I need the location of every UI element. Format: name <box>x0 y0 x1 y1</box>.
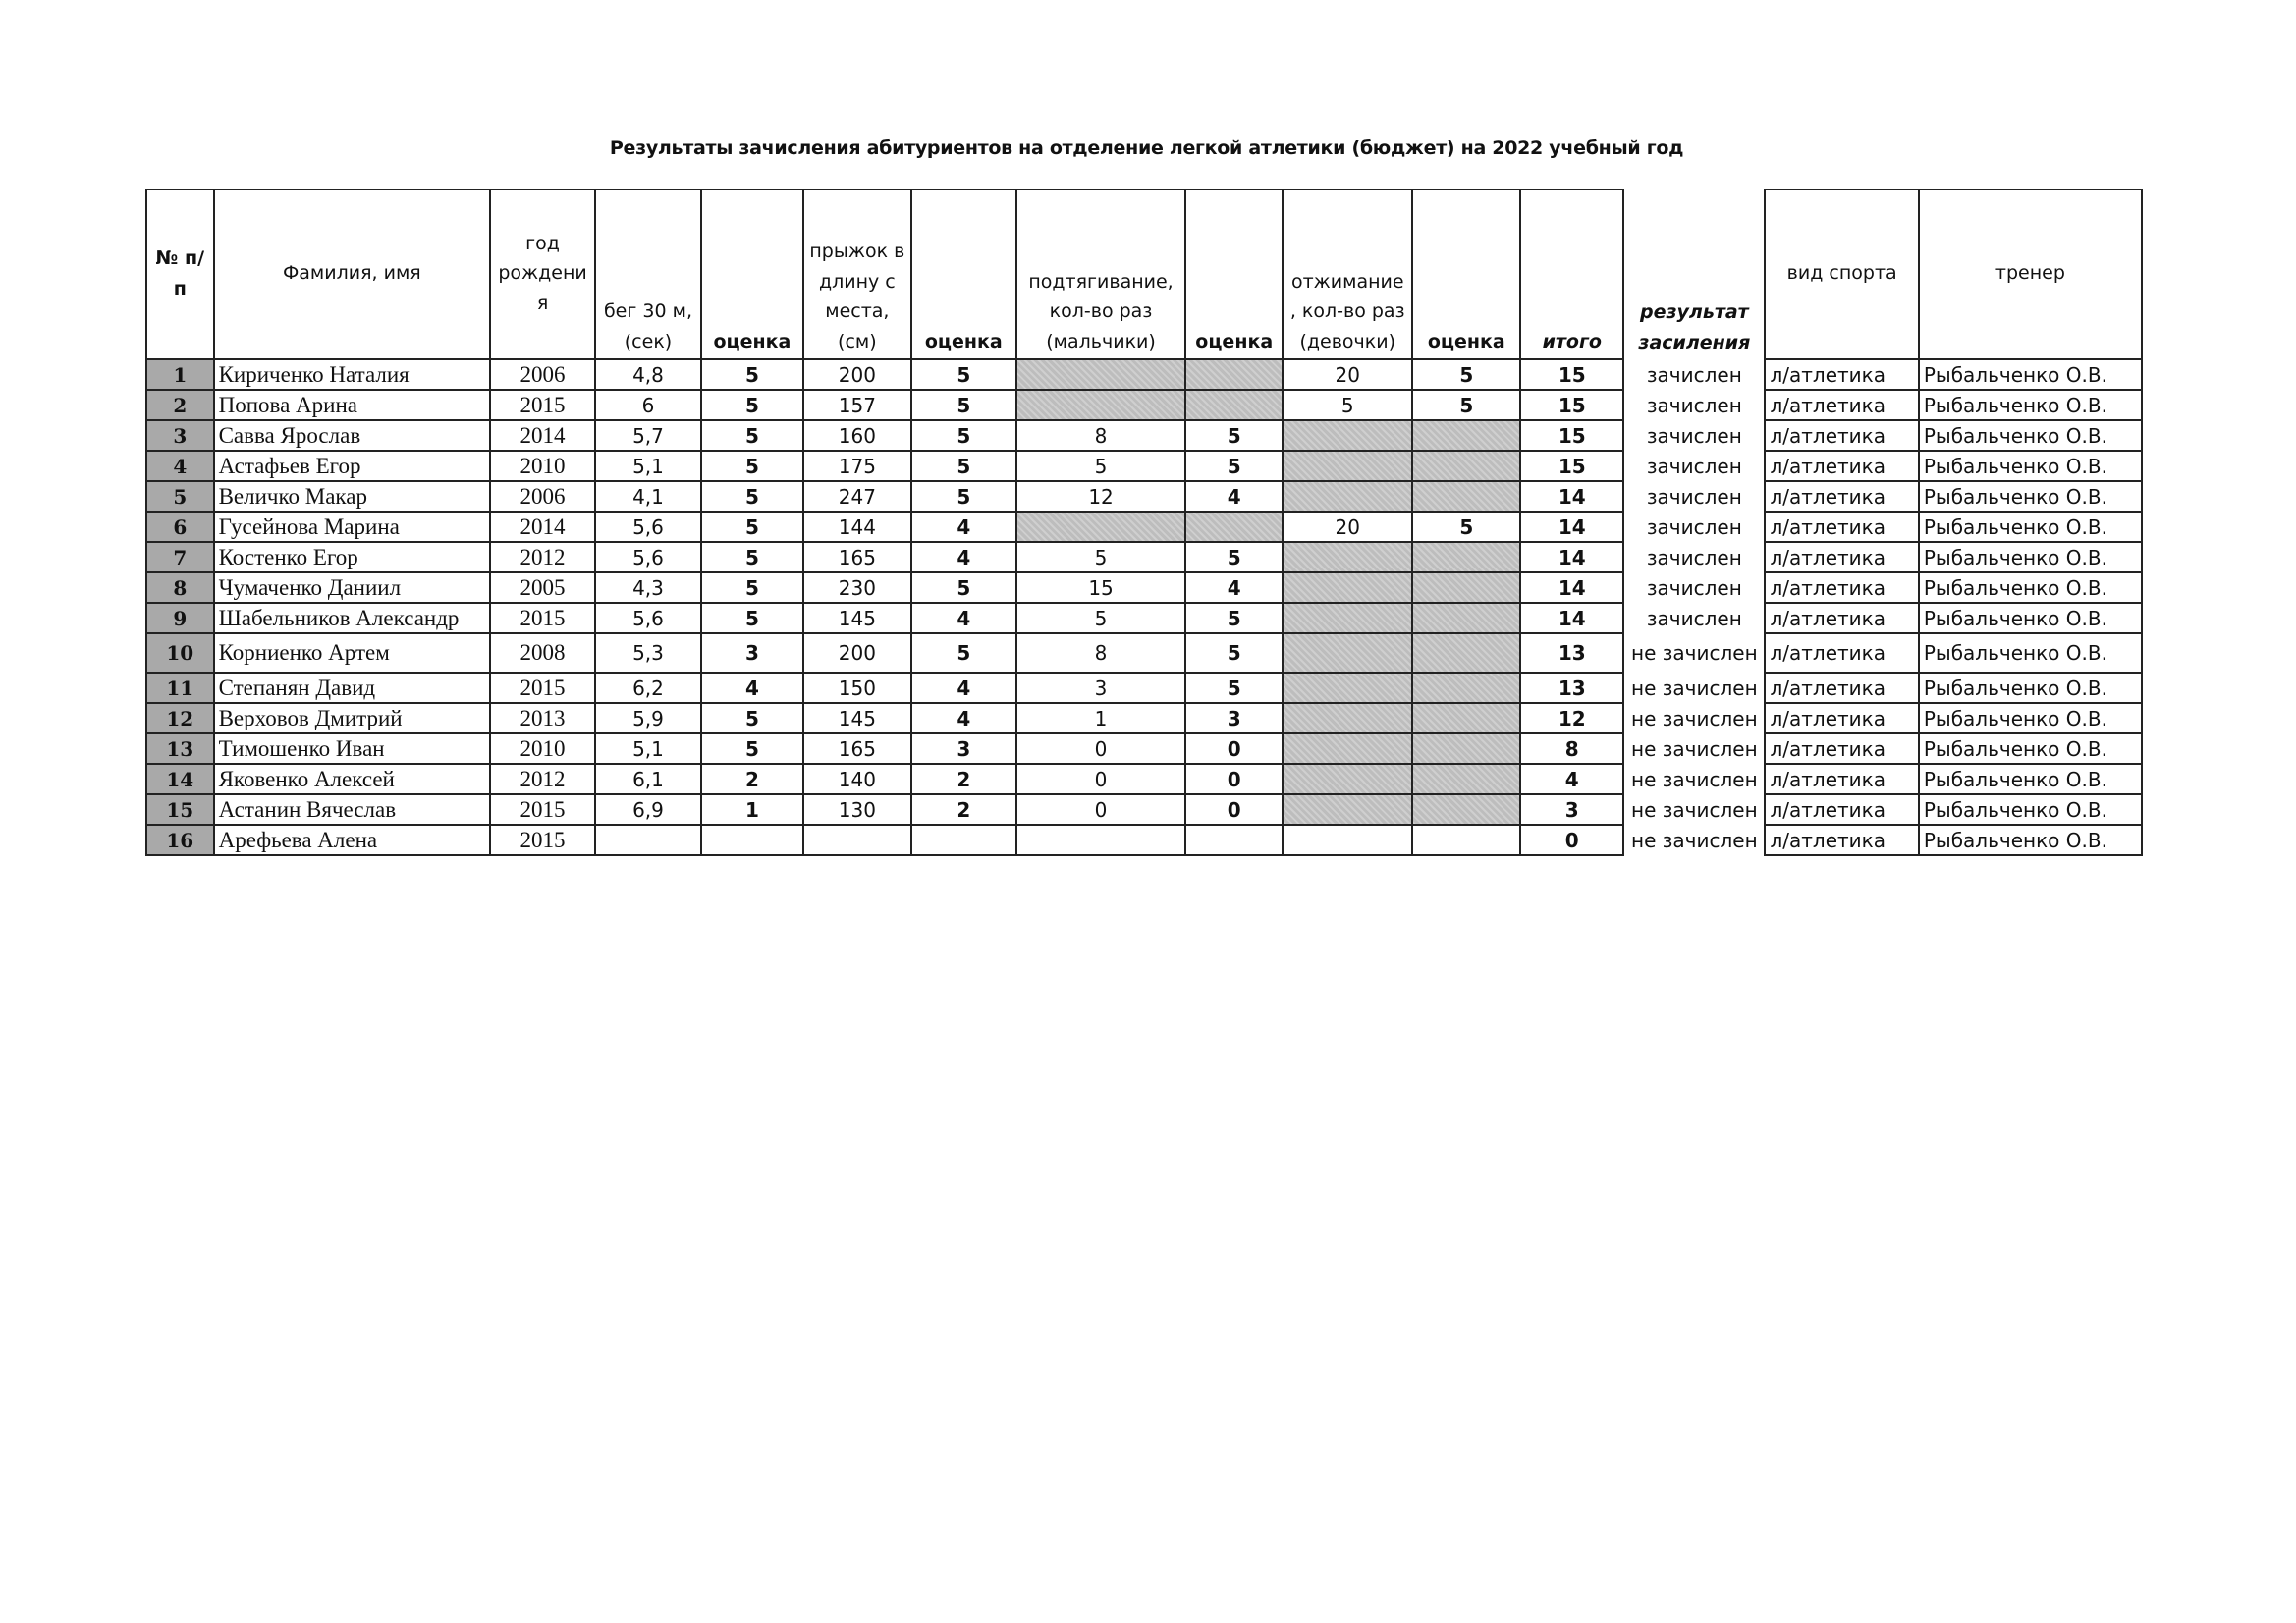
cell-jump: 140 <box>803 764 911 794</box>
cell-run: 6,1 <box>595 764 701 794</box>
cell-run: 5,6 <box>595 542 701 572</box>
table-row <box>146 733 2142 764</box>
cell-pullups: 15 <box>1016 572 1186 603</box>
cell-name: Тимошенко Иван <box>214 733 490 764</box>
cell-total: 14 <box>1520 572 1623 603</box>
header-name: Фамилия, имя <box>214 189 490 359</box>
cell-pushups <box>1283 733 1412 764</box>
cell-sport: л/атлетика <box>1765 451 1918 481</box>
cell-run <box>595 825 701 855</box>
cell-pullups <box>1016 359 1186 390</box>
cell-result: не зачислен <box>1623 733 1765 764</box>
cell-sport: л/атлетика <box>1765 481 1918 512</box>
table-row <box>146 603 2142 633</box>
cell-year: 2010 <box>490 451 595 481</box>
cell-year: 2015 <box>490 673 595 703</box>
cell-result: зачислен <box>1623 390 1765 420</box>
cell-jump-grade: 4 <box>911 603 1016 633</box>
cell-num: 9 <box>146 603 214 633</box>
cell-pushups: 20 <box>1283 359 1412 390</box>
cell-result: не зачислен <box>1623 764 1765 794</box>
cell-run: 5,6 <box>595 603 701 633</box>
cell-jump: 144 <box>803 512 911 542</box>
cell-run: 5,6 <box>595 512 701 542</box>
cell-jump: 200 <box>803 359 911 390</box>
cell-run-grade: 2 <box>701 764 803 794</box>
cell-pullups: 5 <box>1016 603 1186 633</box>
cell-year: 2006 <box>490 359 595 390</box>
cell-sport: л/атлетика <box>1765 703 1918 733</box>
cell-pullups-grade <box>1185 512 1283 542</box>
cell-total: 13 <box>1520 633 1623 673</box>
cell-sport: л/атлетика <box>1765 359 1918 390</box>
cell-pushups: 5 <box>1283 390 1412 420</box>
table-row <box>146 390 2142 420</box>
cell-num: 7 <box>146 542 214 572</box>
cell-jump-grade: 5 <box>911 572 1016 603</box>
cell-jump-grade <box>911 825 1016 855</box>
cell-coach: Рыбальченко О.В. <box>1919 572 2142 603</box>
cell-run-grade: 5 <box>701 572 803 603</box>
cell-coach: Рыбальченко О.В. <box>1919 825 2142 855</box>
cell-pushups-grade <box>1412 542 1520 572</box>
cell-num: 8 <box>146 572 214 603</box>
cell-year: 2015 <box>490 603 595 633</box>
cell-pullups: 0 <box>1016 733 1186 764</box>
cell-jump-grade: 3 <box>911 733 1016 764</box>
cell-coach: Рыбальченко О.В. <box>1919 451 2142 481</box>
cell-coach: Рыбальченко О.В. <box>1919 733 2142 764</box>
cell-sport: л/атлетика <box>1765 542 1918 572</box>
header-year: год рождени я <box>490 189 595 359</box>
cell-name: Костенко Егор <box>214 542 490 572</box>
cell-pullups-grade: 0 <box>1185 764 1283 794</box>
cell-num: 2 <box>146 390 214 420</box>
cell-pushups-grade <box>1412 572 1520 603</box>
cell-year: 2006 <box>490 481 595 512</box>
cell-pullups-grade: 5 <box>1185 603 1283 633</box>
cell-total: 12 <box>1520 703 1623 733</box>
cell-num: 6 <box>146 512 214 542</box>
cell-sport: л/атлетика <box>1765 512 1918 542</box>
cell-sport: л/атлетика <box>1765 633 1918 673</box>
cell-result: зачислен <box>1623 420 1765 451</box>
cell-year: 2005 <box>490 572 595 603</box>
header-pushups: отжимание , кол-во раз (девочки) <box>1283 189 1412 359</box>
cell-run-grade: 5 <box>701 451 803 481</box>
cell-total: 0 <box>1520 825 1623 855</box>
cell-pullups <box>1016 825 1186 855</box>
cell-name: Савва Ярослав <box>214 420 490 451</box>
cell-coach: Рыбальченко О.В. <box>1919 359 2142 390</box>
cell-year: 2015 <box>490 825 595 855</box>
cell-pullups-grade: 5 <box>1185 451 1283 481</box>
cell-pullups: 5 <box>1016 451 1186 481</box>
cell-jump: 157 <box>803 390 911 420</box>
cell-sport: л/атлетика <box>1765 603 1918 633</box>
cell-result: зачислен <box>1623 451 1765 481</box>
cell-run-grade: 4 <box>701 673 803 703</box>
cell-total: 15 <box>1520 420 1623 451</box>
cell-total: 13 <box>1520 673 1623 703</box>
cell-run: 5,7 <box>595 420 701 451</box>
cell-run-grade: 5 <box>701 512 803 542</box>
cell-year: 2013 <box>490 703 595 733</box>
cell-run-grade: 5 <box>701 390 803 420</box>
cell-pushups-grade <box>1412 825 1520 855</box>
cell-pushups-grade <box>1412 703 1520 733</box>
cell-num: 13 <box>146 733 214 764</box>
cell-jump-grade: 4 <box>911 542 1016 572</box>
table-row <box>146 673 2142 703</box>
header-jump: прыжок в длину с места, (см) <box>803 189 911 359</box>
cell-name: Величко Макар <box>214 481 490 512</box>
cell-num: 1 <box>146 359 214 390</box>
table-row <box>146 764 2142 794</box>
cell-coach: Рыбальченко О.В. <box>1919 794 2142 825</box>
cell-run-grade <box>701 825 803 855</box>
cell-sport: л/атлетика <box>1765 390 1918 420</box>
cell-total: 15 <box>1520 451 1623 481</box>
cell-name: Чумаченко Даниил <box>214 572 490 603</box>
table-row <box>146 825 2142 855</box>
cell-run: 4,8 <box>595 359 701 390</box>
table-row <box>146 451 2142 481</box>
table-row <box>146 512 2142 542</box>
cell-coach: Рыбальченко О.В. <box>1919 703 2142 733</box>
cell-year: 2015 <box>490 794 595 825</box>
cell-name: Верховов Дмитрий <box>214 703 490 733</box>
header-coach: тренер <box>1919 189 2142 359</box>
cell-num: 5 <box>146 481 214 512</box>
cell-coach: Рыбальченко О.В. <box>1919 542 2142 572</box>
cell-pullups-grade: 5 <box>1185 633 1283 673</box>
cell-jump: 150 <box>803 673 911 703</box>
cell-pullups-grade <box>1185 390 1283 420</box>
cell-pullups: 5 <box>1016 542 1186 572</box>
header-sport: вид спорта <box>1765 189 1918 359</box>
cell-sport: л/атлетика <box>1765 794 1918 825</box>
cell-jump: 175 <box>803 451 911 481</box>
cell-num: 15 <box>146 794 214 825</box>
cell-run-grade: 5 <box>701 420 803 451</box>
cell-pullups: 0 <box>1016 764 1186 794</box>
cell-name: Корниенко Артем <box>214 633 490 673</box>
cell-pullups-grade <box>1185 359 1283 390</box>
table-row <box>146 420 2142 451</box>
cell-pushups <box>1283 420 1412 451</box>
cell-total: 4 <box>1520 764 1623 794</box>
cell-coach: Рыбальченко О.В. <box>1919 603 2142 633</box>
cell-pushups-grade <box>1412 633 1520 673</box>
cell-coach: Рыбальченко О.В. <box>1919 673 2142 703</box>
cell-pushups-grade <box>1412 673 1520 703</box>
header-jump-grade: оценка <box>911 189 1016 359</box>
cell-run-grade: 3 <box>701 633 803 673</box>
cell-coach: Рыбальченко О.В. <box>1919 633 2142 673</box>
cell-jump: 230 <box>803 572 911 603</box>
cell-run: 6,2 <box>595 673 701 703</box>
cell-jump: 145 <box>803 603 911 633</box>
cell-pushups <box>1283 542 1412 572</box>
cell-sport: л/атлетика <box>1765 733 1918 764</box>
cell-jump: 145 <box>803 703 911 733</box>
cell-run: 5,9 <box>595 703 701 733</box>
cell-pushups-grade <box>1412 451 1520 481</box>
cell-coach: Рыбальченко О.В. <box>1919 390 2142 420</box>
cell-pushups-grade: 5 <box>1412 512 1520 542</box>
cell-pullups-grade: 3 <box>1185 703 1283 733</box>
cell-pushups-grade: 5 <box>1412 390 1520 420</box>
cell-run: 4,1 <box>595 481 701 512</box>
cell-run: 4,3 <box>595 572 701 603</box>
cell-result: не зачислен <box>1623 825 1765 855</box>
cell-result: зачислен <box>1623 512 1765 542</box>
header-total: итого <box>1520 189 1623 359</box>
cell-num: 14 <box>146 764 214 794</box>
cell-run-grade: 1 <box>701 794 803 825</box>
header-pullups-grade: оценка <box>1185 189 1283 359</box>
cell-run: 6,9 <box>595 794 701 825</box>
cell-coach: Рыбальченко О.В. <box>1919 512 2142 542</box>
cell-pushups-grade <box>1412 420 1520 451</box>
header-pullups: подтягивание, кол-во раз (мальчики) <box>1016 189 1186 359</box>
cell-result: не зачислен <box>1623 673 1765 703</box>
results-table <box>145 189 2143 856</box>
cell-year: 2010 <box>490 733 595 764</box>
cell-pushups <box>1283 703 1412 733</box>
cell-run-grade: 5 <box>701 733 803 764</box>
cell-run-grade: 5 <box>701 359 803 390</box>
cell-pushups-grade <box>1412 603 1520 633</box>
cell-jump: 160 <box>803 420 911 451</box>
cell-sport: л/атлетика <box>1765 572 1918 603</box>
cell-sport: л/атлетика <box>1765 420 1918 451</box>
cell-total: 3 <box>1520 794 1623 825</box>
cell-jump-grade: 2 <box>911 764 1016 794</box>
cell-total: 14 <box>1520 481 1623 512</box>
cell-name: Яковенко Алексей <box>214 764 490 794</box>
cell-sport: л/атлетика <box>1765 764 1918 794</box>
cell-pullups-grade: 5 <box>1185 673 1283 703</box>
cell-pushups <box>1283 572 1412 603</box>
table-row <box>146 633 2142 673</box>
cell-coach: Рыбальченко О.В. <box>1919 420 2142 451</box>
cell-jump-grade: 5 <box>911 451 1016 481</box>
cell-pushups <box>1283 673 1412 703</box>
cell-jump <box>803 825 911 855</box>
cell-name: Астанин Вячеслав <box>214 794 490 825</box>
cell-num: 3 <box>146 420 214 451</box>
cell-pullups: 8 <box>1016 633 1186 673</box>
cell-run-grade: 5 <box>701 603 803 633</box>
cell-num: 4 <box>146 451 214 481</box>
cell-run: 5,3 <box>595 633 701 673</box>
cell-pushups <box>1283 764 1412 794</box>
cell-jump-grade: 5 <box>911 390 1016 420</box>
table-row <box>146 481 2142 512</box>
cell-total: 8 <box>1520 733 1623 764</box>
cell-pushups <box>1283 451 1412 481</box>
cell-coach: Рыбальченко О.В. <box>1919 481 2142 512</box>
cell-pullups: 1 <box>1016 703 1186 733</box>
cell-total: 14 <box>1520 512 1623 542</box>
cell-pushups-grade <box>1412 481 1520 512</box>
cell-result: не зачислен <box>1623 794 1765 825</box>
cell-coach: Рыбальченко О.В. <box>1919 764 2142 794</box>
cell-pushups-grade <box>1412 764 1520 794</box>
cell-pullups-grade: 0 <box>1185 794 1283 825</box>
table-row <box>146 359 2142 390</box>
cell-sport: л/атлетика <box>1765 825 1918 855</box>
cell-result: зачислен <box>1623 572 1765 603</box>
cell-run: 6 <box>595 390 701 420</box>
cell-name: Степанян Давид <box>214 673 490 703</box>
cell-jump: 165 <box>803 542 911 572</box>
cell-pushups <box>1283 481 1412 512</box>
cell-result: зачислен <box>1623 481 1765 512</box>
cell-year: 2015 <box>490 390 595 420</box>
cell-pushups <box>1283 603 1412 633</box>
header-run: бег 30 м, (сек) <box>595 189 701 359</box>
cell-run: 5,1 <box>595 733 701 764</box>
cell-pullups-grade: 4 <box>1185 481 1283 512</box>
cell-name: Гусейнова Марина <box>214 512 490 542</box>
header-pushups-grade: оценка <box>1412 189 1520 359</box>
cell-pullups-grade: 5 <box>1185 542 1283 572</box>
cell-result: не зачислен <box>1623 633 1765 673</box>
cell-pullups-grade: 4 <box>1185 572 1283 603</box>
cell-result: не зачислен <box>1623 703 1765 733</box>
cell-jump: 130 <box>803 794 911 825</box>
cell-run-grade: 5 <box>701 481 803 512</box>
cell-num: 16 <box>146 825 214 855</box>
cell-run-grade: 5 <box>701 703 803 733</box>
cell-jump-grade: 4 <box>911 673 1016 703</box>
cell-result: зачислен <box>1623 359 1765 390</box>
cell-year: 2014 <box>490 420 595 451</box>
cell-total: 14 <box>1520 603 1623 633</box>
cell-num: 11 <box>146 673 214 703</box>
cell-name: Арефьева Алена <box>214 825 490 855</box>
cell-total: 15 <box>1520 359 1623 390</box>
cell-pullups: 8 <box>1016 420 1186 451</box>
cell-jump-grade: 5 <box>911 481 1016 512</box>
cell-total: 15 <box>1520 390 1623 420</box>
cell-year: 2014 <box>490 512 595 542</box>
cell-jump-grade: 4 <box>911 703 1016 733</box>
header-run-grade: оценка <box>701 189 803 359</box>
cell-jump: 247 <box>803 481 911 512</box>
cell-pullups: 3 <box>1016 673 1186 703</box>
cell-jump-grade: 2 <box>911 794 1016 825</box>
cell-jump: 200 <box>803 633 911 673</box>
cell-pushups <box>1283 825 1412 855</box>
results-body <box>146 359 2142 855</box>
cell-pullups-grade <box>1185 825 1283 855</box>
cell-pullups <box>1016 512 1186 542</box>
cell-year: 2008 <box>490 633 595 673</box>
cell-pushups-grade <box>1412 733 1520 764</box>
cell-name: Шабельников Александр <box>214 603 490 633</box>
header-row <box>146 189 2142 359</box>
cell-pushups <box>1283 633 1412 673</box>
cell-name: Кириченко Наталия <box>214 359 490 390</box>
cell-jump-grade: 4 <box>911 512 1016 542</box>
table-row <box>146 572 2142 603</box>
cell-pushups <box>1283 794 1412 825</box>
cell-jump-grade: 5 <box>911 359 1016 390</box>
cell-run-grade: 5 <box>701 542 803 572</box>
cell-year: 2012 <box>490 542 595 572</box>
cell-pullups-grade: 5 <box>1185 420 1283 451</box>
cell-num: 10 <box>146 633 214 673</box>
table-row <box>146 794 2142 825</box>
table-row <box>146 703 2142 733</box>
header-num: № п/п <box>146 189 214 359</box>
cell-result: зачислен <box>1623 603 1765 633</box>
document-title: Результаты зачисления абитуриентов на отделение легкой атлетики (бюджет) на 2022 учебный год <box>609 137 1684 159</box>
cell-total: 14 <box>1520 542 1623 572</box>
cell-name: Астафьев Егор <box>214 451 490 481</box>
cell-pullups: 0 <box>1016 794 1186 825</box>
cell-jump: 165 <box>803 733 911 764</box>
cell-result: зачислен <box>1623 542 1765 572</box>
cell-pushups-grade: 5 <box>1412 359 1520 390</box>
cell-name: Попова Арина <box>214 390 490 420</box>
cell-sport: л/атлетика <box>1765 673 1918 703</box>
cell-pushups: 20 <box>1283 512 1412 542</box>
cell-pullups <box>1016 390 1186 420</box>
cell-year: 2012 <box>490 764 595 794</box>
cell-pushups-grade <box>1412 794 1520 825</box>
cell-pullups: 12 <box>1016 481 1186 512</box>
cell-num: 12 <box>146 703 214 733</box>
cell-run: 5,1 <box>595 451 701 481</box>
table-row <box>146 542 2142 572</box>
cell-pullups-grade: 0 <box>1185 733 1283 764</box>
header-result: результат засиления <box>1623 189 1765 359</box>
cell-jump-grade: 5 <box>911 420 1016 451</box>
cell-jump-grade: 5 <box>911 633 1016 673</box>
